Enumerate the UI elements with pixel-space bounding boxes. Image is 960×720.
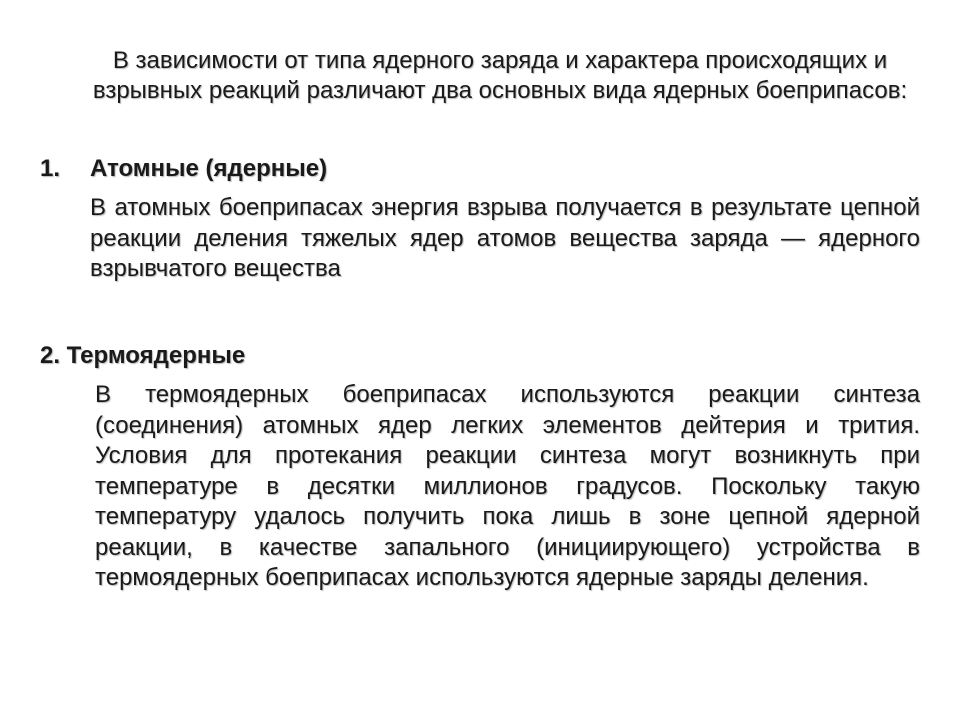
section-1-body: В атомных боеприпасах энергия взрыва получается в результате цепной реакции деления тяжелых ядер атомов вещества заряда — ядерного взрывчатого вещества xyxy=(90,194,920,282)
section-2-heading: 2. Термоядерные xyxy=(40,342,246,369)
slide-intro: В зависимости от типа ядерного заряда и характера происходящих и взрывных реакций различают два основных вида ядерных боеприпасов: xyxy=(92,47,908,104)
section-1-heading xyxy=(40,154,327,184)
section-1-number: 1. xyxy=(40,155,61,182)
section-1-title: Атомные (ядерные) xyxy=(90,155,328,182)
section-2-body: В термоядерных боеприпасах используются реакции синтеза (соединения) атомных ядер легких элементов дейтерия и трития. Условия для протекания реакции синтеза могут возникнуть при температуре в десятки миллионов градусов. Поскольку такую температуру удалось получить пока лишь в зоне цепной ядерной реакции, в качестве запального (инициирующего) устройства в термоядерных боеприпасах используются ядерные заряды деления. xyxy=(95,381,920,591)
